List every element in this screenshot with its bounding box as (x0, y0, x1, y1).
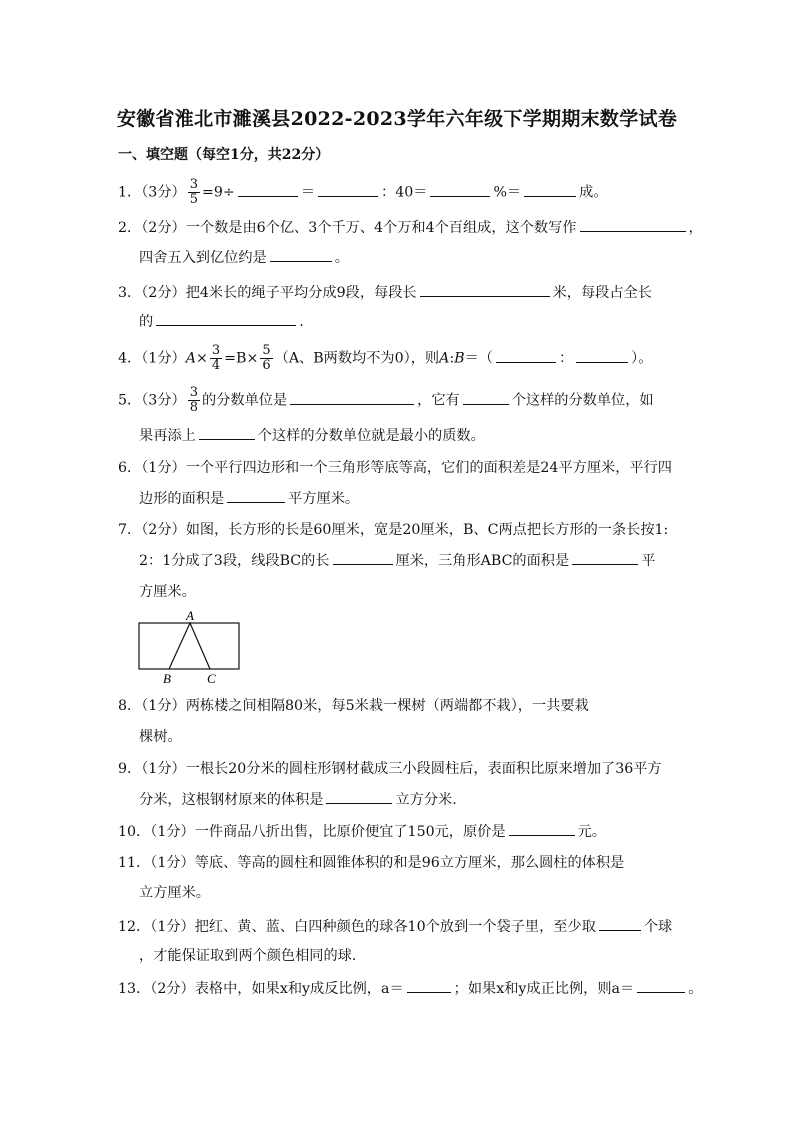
answer-blank[interactable] (270, 247, 332, 262)
question-12: 12．（1分）把红、黄、蓝、白四种颜色的球各10个放到一个袋子里，至少取 个球 (118, 916, 678, 937)
fraction: $\frac{3}{4}$ (211, 343, 221, 373)
question-5: 5．（3分） $\frac{3}{8}$ 的分数单位是 ，它有 个这样的分数单位，如 (118, 385, 654, 415)
question-11-cont: 立方厘米。 (139, 885, 210, 901)
question-1: 1．（3分） $\frac{3}{5}$ =9÷ ＝ ：40＝ %＝ 成。 (118, 177, 608, 207)
answer-blank[interactable] (496, 348, 556, 363)
question-2-cont: 四舍五入到亿位约是 。 (139, 247, 699, 268)
fraction: $\frac{5}{6}$ (262, 343, 271, 373)
answer-blank[interactable] (463, 390, 509, 405)
question-7: 7．（2分）如图，长方形的长是60厘米，宽是20厘米，B、C两点把长方形的一条长按1: (118, 522, 669, 538)
answer-blank[interactable] (572, 550, 638, 565)
fraction: $\frac{3}{5}$ (189, 177, 198, 207)
triangle-abc (169, 623, 210, 669)
answer-blank[interactable] (318, 182, 378, 197)
answer-blank[interactable] (227, 488, 285, 503)
answer-blank[interactable] (420, 282, 550, 297)
answer-blank[interactable] (290, 390, 414, 405)
answer-blank[interactable] (333, 550, 393, 565)
answer-blank[interactable] (238, 182, 298, 197)
question-12-cont: ，才能保证取到两个颜色相同的球. (139, 948, 357, 964)
question-8-cont: 棵树。 (139, 729, 182, 745)
exam-title: 安徽省淮北市濉溪县2022-2023学年六年级下学期期末数学试卷 (116, 108, 678, 130)
question-10: 10．（1分）一件商品八折出售，比原价便宜了150元，原价是 元。 (118, 821, 678, 842)
answer-blank[interactable] (407, 978, 451, 993)
question-6: 6．（1分）一个平行四边形和一个三角形等底等高，它们的面积差是24平方厘米，平行四 (118, 460, 672, 476)
answer-blank[interactable] (580, 217, 686, 232)
label-b: B (163, 671, 171, 686)
rectangle-triangle-figure (135, 606, 247, 686)
answer-blank[interactable] (156, 311, 296, 326)
label-c: C (207, 671, 216, 686)
question-2: 2．（2分）一个数是由6个亿、3个千万、4个万和4个百组成，这个数写作 ， (118, 217, 678, 238)
question-8: 8．（1分）两栋楼之间相隔80米，每5米栽一棵树（两端都不栽），一共要栽 (118, 698, 589, 714)
question-3-cont: 的 . (139, 311, 699, 332)
answer-blank[interactable] (509, 821, 575, 836)
question-5-cont: 果再添上 个这样的分数单位就是最小的质数。 (139, 425, 699, 446)
question-7-cont: 2：1分成了3段，线段BC的长 厘米，三角形ABC的面积是 平 (139, 550, 699, 571)
question-4: 4．（1分）A× $\frac{3}{4}$ =B× $\frac{5}{6}$ （A、B两数均不为0），则A:B＝（ ： ）。 (118, 343, 653, 373)
answer-blank[interactable] (326, 789, 392, 804)
answer-blank[interactable] (599, 916, 641, 931)
section-heading: 一、填空题（每空1分，共22分） (118, 147, 330, 163)
answer-blank[interactable] (199, 425, 255, 440)
answer-blank[interactable] (637, 978, 685, 993)
answer-blank[interactable] (430, 182, 490, 197)
label-a: A (186, 608, 194, 623)
rectangle (139, 623, 239, 669)
question-13: 13．（2分）表格中，如果x和y成反比例，a＝ ；如果x和y成正比例，则a＝ 。 (118, 978, 678, 999)
question-9-cont: 分米，这根钢材原来的体积是 立方分米. (139, 789, 699, 810)
fraction: $\frac{3}{8}$ (189, 385, 198, 415)
question-6-cont: 边形的面积是 平方厘米。 (139, 488, 699, 509)
answer-blank[interactable] (576, 348, 628, 363)
question-3: 3．（2分）把4米长的绳子平均分成9段，每段长 米，每段占全长 (118, 282, 678, 303)
question-11: 11．（1分）等底、等高的圆柱和圆锥体积的和是96立方厘米，那么圆柱的体积是 (118, 855, 625, 871)
question-9: 9．（1分）一根长20分米的圆柱形钢材截成三小段圆柱后，表面积比原来增加了36平方 (118, 761, 662, 777)
question-7-cont2: 方厘米。 (139, 584, 196, 600)
answer-blank[interactable] (524, 182, 576, 197)
